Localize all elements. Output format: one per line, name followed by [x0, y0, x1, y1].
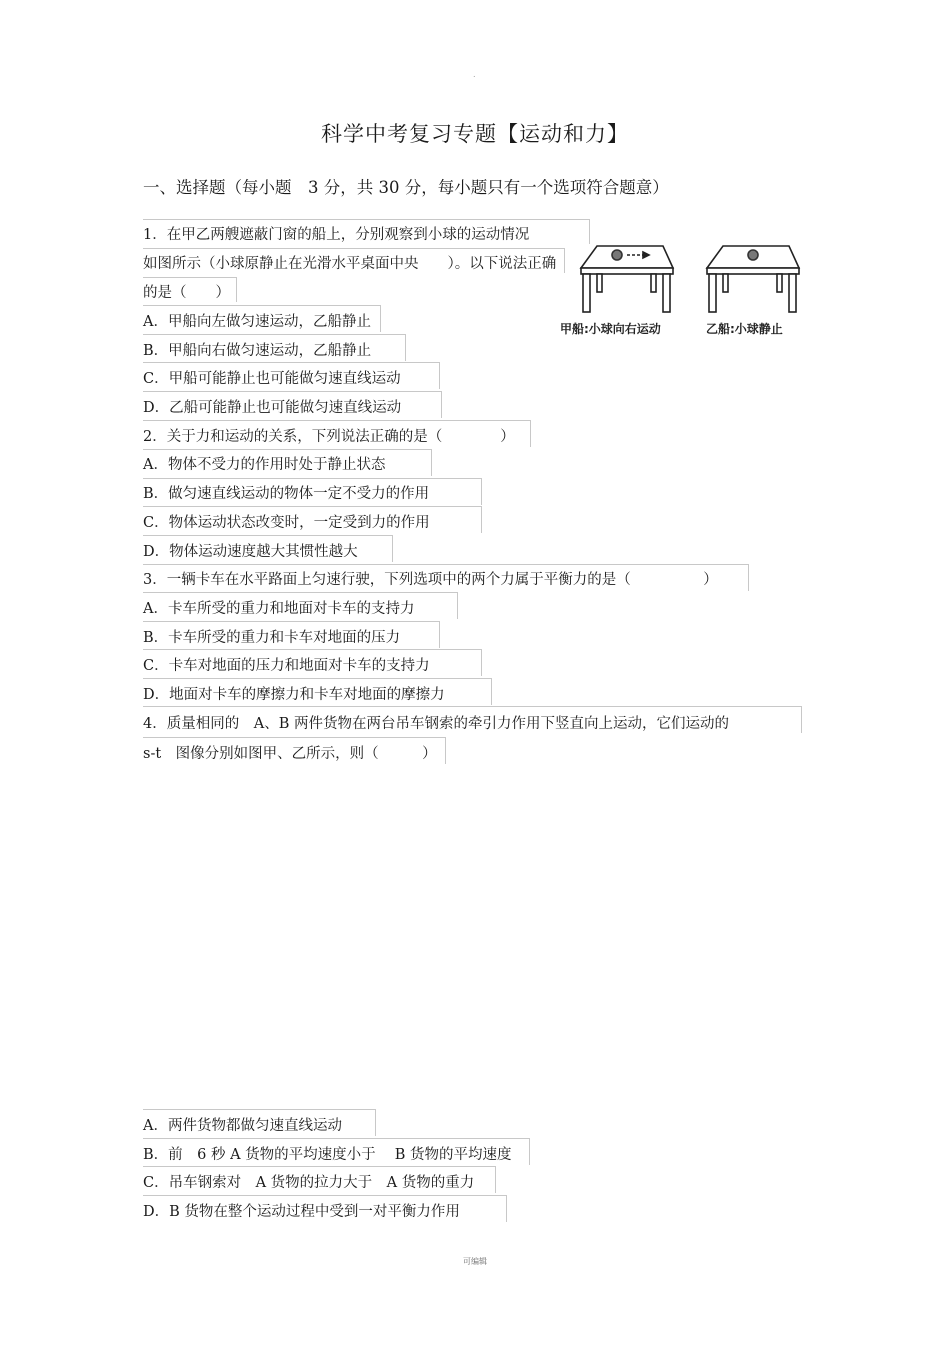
question-3-option-d: D．地面对卡车的摩擦力和卡车对地面的摩擦力	[143, 687, 445, 703]
question-4-option-c: C．吊车钢索对 A 货物的拉力大于 A 货物的重力	[143, 1175, 475, 1191]
figure-caption-left: 甲船:小球向右运动	[560, 322, 661, 336]
page-footer: 可编辑	[463, 1257, 487, 1266]
question-2-option-a: A．物体不受力的作用时处于静止状态	[143, 457, 386, 473]
question-3-option-b: B．卡车所受的重力和卡车对地面的压力	[143, 630, 401, 646]
question-1-option-a: A．甲船向左做匀速运动，乙船静止	[143, 314, 371, 330]
question-1-option-c: C．甲船可能静止也可能做匀速直线运动	[143, 371, 401, 387]
question-3-option-c: C．卡车对地面的压力和地面对卡车的支持力	[143, 658, 430, 674]
question-2-option-c: C．物体运动状态改变时，一定受到力的作用	[143, 515, 430, 531]
question-3-stem: 3．一辆卡车在水平路面上匀速行驶，下列选项中的两个力属于平衡力的是（ ）	[143, 572, 718, 588]
question-4-option-b: B．前 6 秒 A 货物的平均速度小于 B 货物的平均速度	[143, 1147, 512, 1163]
question-4-stem: s-t 图像分别如图甲、乙所示，则（ ）	[143, 746, 437, 762]
section-heading: 一、选择题（每小题 3 分，共 30 分，每小题只有一个选项符合题意）	[143, 178, 669, 197]
ship-tables-figure	[575, 238, 805, 318]
table-right-illustration	[707, 246, 799, 312]
question-4-option-a: A．两件货物都做匀速直线运动	[143, 1118, 342, 1134]
question-1-stem: 的是（ ）	[143, 285, 230, 301]
question-1-stem: 如图所示（小球原静止在光滑水平桌面中央 ）。以下说法正确	[143, 256, 557, 272]
question-2-option-b: B．做匀速直线运动的物体一定不受力的作用	[143, 486, 430, 502]
question-4-stem: 4．质量相同的 A、B 两件货物在两台吊车钢索的牵引力作用下竖直向上运动，它们运动的	[143, 716, 729, 732]
page-dot: .	[473, 70, 476, 79]
question-1-option-d: D．乙船可能静止也可能做匀速直线运动	[143, 400, 402, 416]
question-1-option-b: B．甲船向右做匀速运动，乙船静止	[143, 343, 372, 359]
question-3-option-a: A．卡车所受的重力和地面对卡车的支持力	[143, 601, 415, 617]
question-4-option-d: D．B 货物在整个运动过程中受到一对平衡力作用	[143, 1204, 460, 1220]
page-title: 科学中考复习专题【运动和力】	[321, 122, 629, 146]
question-1-stem: 1．在甲乙两艘遮蔽门窗的船上，分别观察到小球的运动情况	[143, 227, 530, 243]
question-2-stem: 2．关于力和运动的关系，下列说法正确的是（ ）	[143, 429, 515, 445]
figure-caption-right: 乙船:小球静止	[706, 322, 783, 336]
question-2-option-d: D．物体运动速度越大其惯性越大	[143, 544, 358, 560]
table-left-illustration	[581, 246, 673, 312]
